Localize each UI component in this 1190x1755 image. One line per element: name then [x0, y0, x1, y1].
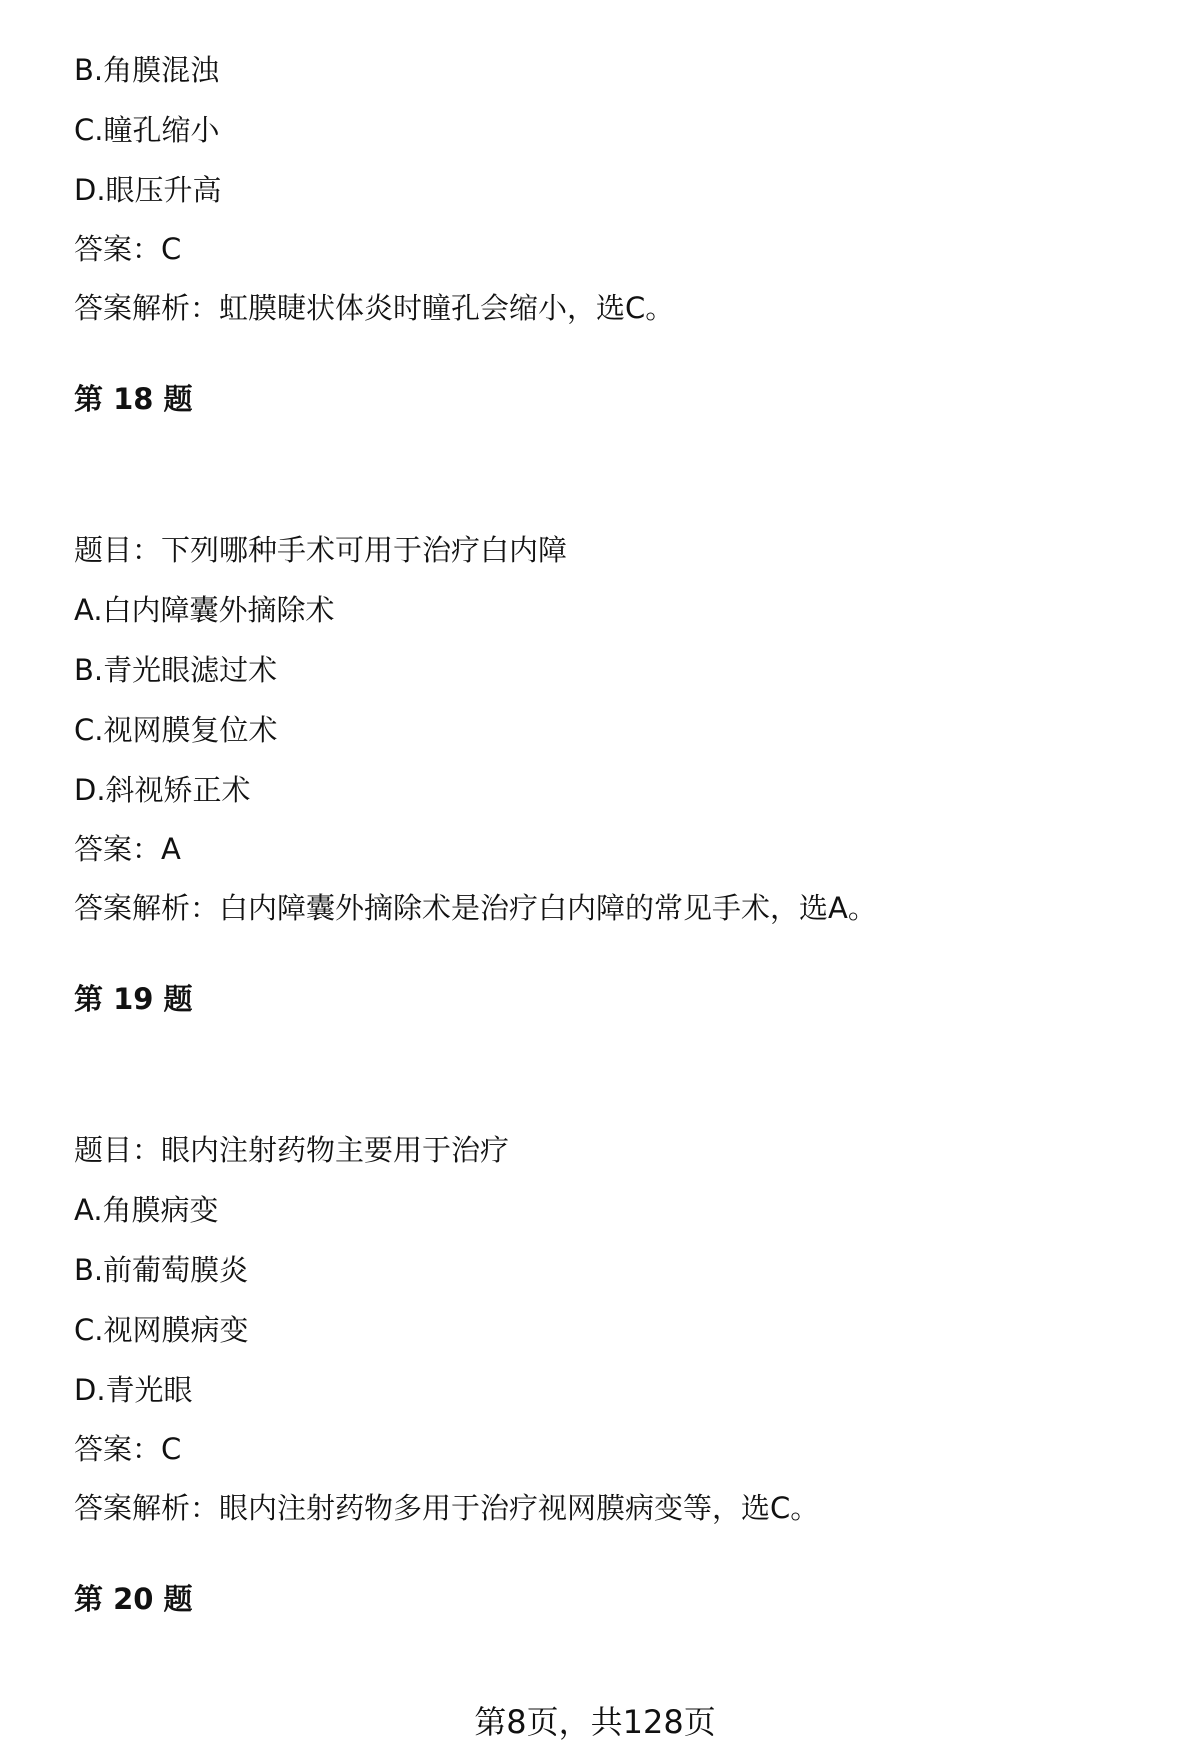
question-heading: 第 19 题 [74, 982, 193, 1016]
option-d: D.眼压升高 [74, 173, 222, 207]
answer: 答案：A [74, 832, 181, 866]
question-heading: 第 18 题 [74, 382, 193, 416]
option-b: B.角膜混浊 [74, 53, 220, 87]
option-d: D.青光眼 [74, 1373, 193, 1407]
question-heading: 第 20 题 [74, 1582, 193, 1616]
answer-analysis: 答案解析：眼内注射药物多用于治疗视网膜病变等，选C。 [74, 1491, 820, 1525]
option-c: C.视网膜复位术 [74, 713, 278, 747]
option-d: D.斜视矫正术 [74, 773, 251, 807]
answer-analysis: 答案解析：虹膜睫状体炎时瞳孔会缩小，选C。 [74, 291, 675, 325]
answer: 答案：C [74, 1432, 182, 1466]
question-text: 题目：下列哪种手术可用于治疗白内障 [74, 533, 568, 567]
answer: 答案：C [74, 232, 182, 266]
answer-analysis: 答案解析：白内障囊外摘除术是治疗白内障的常见手术，选A。 [74, 891, 877, 925]
option-a: A.白内障囊外摘除术 [74, 593, 335, 627]
option-b: B.青光眼滤过术 [74, 653, 278, 687]
option-b: B.前葡萄膜炎 [74, 1253, 249, 1287]
page-number: 第8页，共128页 [474, 1703, 716, 1741]
question-text: 题目：眼内注射药物主要用于治疗 [74, 1133, 510, 1167]
option-a: A.角膜病变 [74, 1193, 219, 1227]
option-c: C.视网膜病变 [74, 1313, 249, 1347]
option-c: C.瞳孔缩小 [74, 113, 220, 147]
